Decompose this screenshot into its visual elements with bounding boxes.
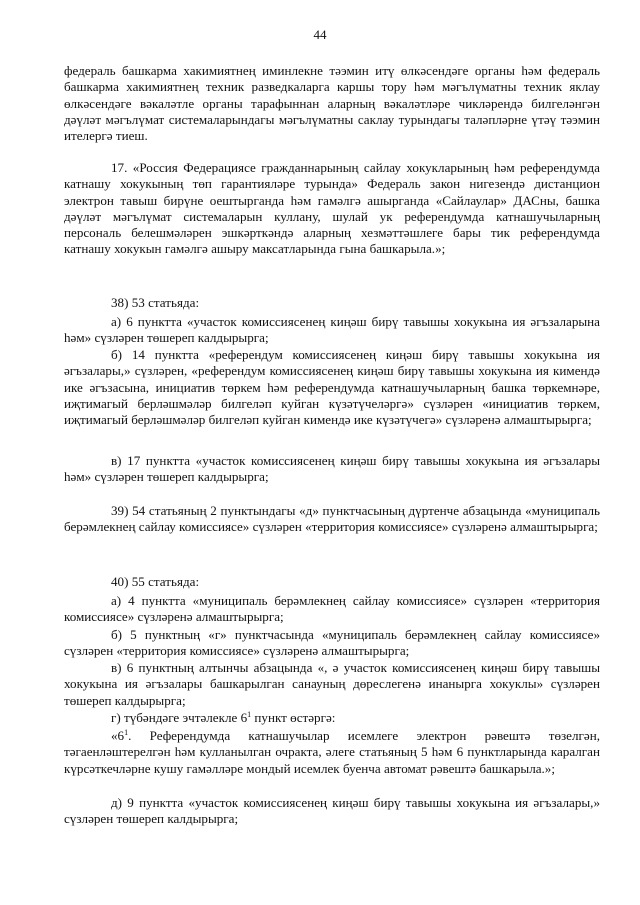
item-40-v: в) 6 пунктның алтынчы абзацында «, ә участок комиссиясенең киңәш бирү тавышы хокукына ия әгъзалары башкарылган санауның дөреслегенә инанырга хокуклы» сүзләрен төшереп калдырырга; bbox=[64, 660, 600, 708]
item-40-g-tail: пункт өстәргә: bbox=[251, 710, 336, 725]
item-38-v: в) 17 пунктта «участок комиссиясенең киңәш бирү тавышы хокукына ия әгъзалары һәм» сүзләрен төшереп калдырырга; bbox=[64, 453, 600, 485]
item-40-a: а) 4 пунктта «муниципаль берәмлекнең сайлау комиссиясе» сүзләрен «территория комиссиясе» сүзләренә алмаштырырга; bbox=[64, 593, 600, 625]
page-number: 44 bbox=[313, 27, 327, 42]
heading-40: 40) 55 статьяда: bbox=[111, 574, 200, 589]
new-point-prefix: «6 bbox=[111, 728, 125, 743]
item-40-g-text: г) түбәндәге эчтәлекле 6 bbox=[111, 710, 248, 725]
item-40-g-superscript: 1 bbox=[247, 710, 252, 719]
new-point-superscript: 1 bbox=[124, 728, 129, 737]
item-40-b: б) 5 пунктның «г» пунктчасында «муниципаль берәмлекнең сайлау комиссиясе» сүзләрен «территория комиссиясе» сүзләренә алмаштырырга; bbox=[64, 627, 600, 659]
heading-38: 38) 53 статьяда: bbox=[111, 295, 200, 310]
item-38-b: б) 14 пунктта «референдум комиссиясенең киңәш бирү тавышы хокукына ия әгъзалары,» сүзләрен, «референдум комиссиясенең киңәш бирү тавышы хокукына ия кимендә ике әгъзасына, инициатив төркем һәм референдумда катнашучыларның башка төркемнәре, иҗтимагый берләшмәләр билгеләп куйган күзәтүчеләргә» сүзләрен «инициатив төркем, иҗтимагый берләшмәләр билгеләп куйган кимендә ике күзәтүчегә» сүзләренә алмаштырырга; bbox=[64, 347, 600, 428]
item-40-g bbox=[64, 710, 600, 726]
paragraph-17: 17. «Россия Федерациясе гражданнарының сайлау хокукларының һәм референдумда катнашу хокукының төп гарантияләре турында» Федераль закон нигезендә дистанцион электрон тавыш бирүне оештырганда һәм гамәлгә ашырганда «Сайлаулар» ДАСны, башка дәүләт мәгълүмат системаларын куллану, шулай ук референдумда катнашучыларның персональ белешмәләрен эшкәрткәндә аларның хезмәттәшлеге бары тик референдумда катнашу хокукын гамәлгә ашыру максатларында гына башкарыла.»; bbox=[64, 160, 600, 257]
item-38-a: а) 6 пунктта «участок комиссиясенең киңәш бирү тавышы хокукына ия әгъзаларына һәм» сүзләрен төшереп калдырырга; bbox=[64, 314, 600, 346]
paragraph-continuation: федераль башкарма хакимиятнең иминлекне тәэмин итү өлкәсендәге органы һәм федераль башкарма хакимиятнең техник разведкаларга каршы тору һәм мәгълүматны техник яклау өлкәсендәге вәкаләтле органы тарафыннан аларның вәкаләтләре чикләрендә билгеләнгән дәүләт мәгълүмат системаларындагы мәгълүматны саклау турындагы таләпләрне үтәү тәэмин ителергә тиеш. bbox=[64, 63, 600, 144]
new-point-text: . Референдумда катнашучылар исемлеге электрон рәвештә төзелгән, тәгаенләштерелгән һәм кулланылган очракта, әлеге статьяның 5 һәм 6 пунктларында каралган күрсәткечләрне кушу гамәлләре мондый исемлек буенча автомат рәвештә башкарыла.»; bbox=[64, 728, 600, 776]
item-40-d: д) 9 пунктта «участок комиссиясенең киңәш бирү тавышы хокукына ия әгъзалары,» сүзләрен төшереп калдырырга; bbox=[64, 795, 600, 827]
new-point-6-1 bbox=[64, 728, 600, 777]
paragraph-39: 39) 54 статьяның 2 пунктындагы «д» пунктчасының дүртенче абзацында «муниципаль берәмлекнең сайлау комиссиясе» сүзләрен «территория комиссиясе» сүзләренә алмаштырырга; bbox=[64, 503, 600, 535]
